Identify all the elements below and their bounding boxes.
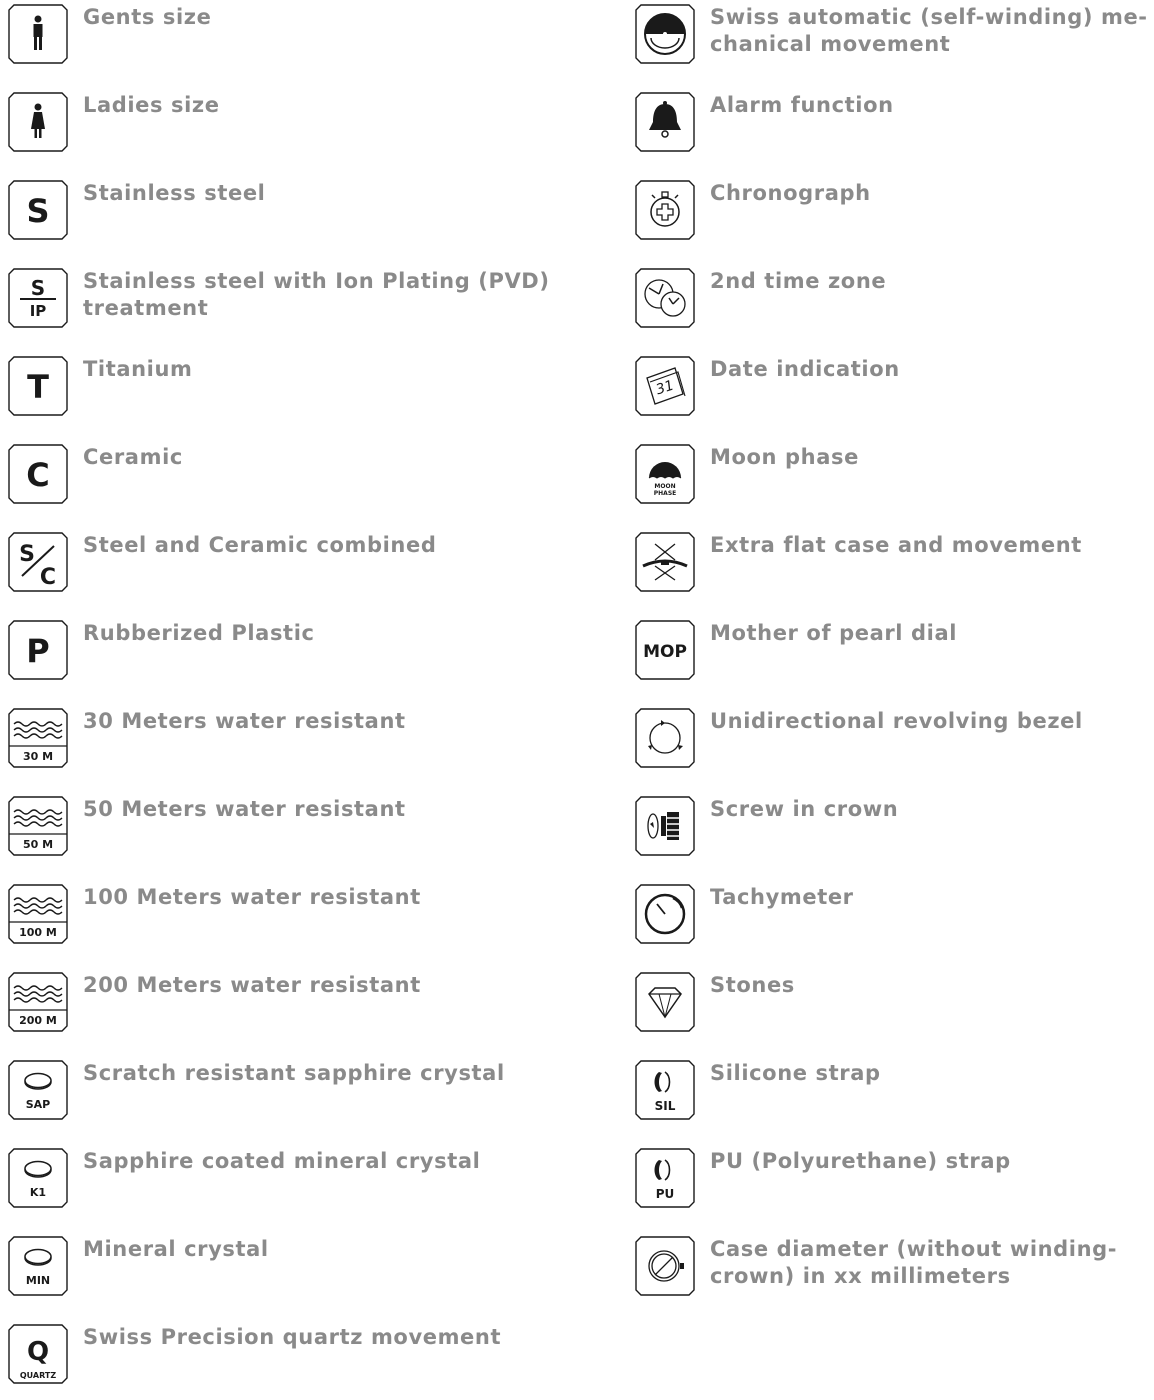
quartz-q-icon [8,1324,68,1384]
legend-item-label: 100 Meters water resistant [83,885,421,909]
moon-phase-icon [635,444,695,504]
legend-item [635,616,1154,696]
waves-50m-icon [8,796,68,856]
legend-item [8,1232,608,1312]
revolving-bezel-icon [635,708,695,768]
legend-item-label: PU (Polyurethane) strap [710,1149,1011,1173]
c-letter-icon [8,444,68,504]
waves-100m-icon [8,884,68,944]
legend-item-label: 200 Meters water resistant [83,973,421,997]
svg-text:PHASE: PHASE [653,490,677,497]
extra-flat-icon [635,532,695,592]
waves-200m-icon [8,972,68,1032]
legend-item-label: Swiss Precision quartz movement [83,1325,502,1349]
legend-item-label: Silicone strap [710,1061,881,1085]
svg-text:30 M: 30 M [22,750,54,763]
legend-item [635,528,1154,608]
legend-item-label: 2nd time zone [710,269,887,293]
legend-item-label: Extra flat case and movement [710,533,1082,557]
legend-item [635,176,1154,256]
date-calendar-icon [635,356,695,416]
legend-item [8,440,608,520]
legend-item-label: Ceramic [83,445,183,469]
crystal-sap-icon [8,1060,68,1120]
legend-item [8,528,608,608]
legend-item-label: Stainless steel [83,181,266,205]
legend-item-label: Rubberized Plastic [83,621,315,645]
s-over-ip-icon [8,268,68,328]
s-slash-c-icon [8,532,68,592]
legend-item-label: Gents size [83,5,212,29]
legend-item [635,0,1154,80]
legend-item-label: Screw in crown [710,797,899,821]
t-letter-icon [8,356,68,416]
legend-item [635,1056,1154,1136]
legend-item [635,792,1154,872]
waves-30m-icon [8,708,68,768]
svg-text:100 M: 100 M [19,926,57,939]
crystal-k1-icon [8,1148,68,1208]
legend-item [635,1144,1154,1224]
svg-text:S: S [26,192,50,230]
svg-text:200 M: 200 M [19,1014,57,1027]
svg-text:MOP: MOP [643,642,687,662]
pu-strap-icon [635,1148,695,1208]
p-letter-icon [8,620,68,680]
legend-item [635,264,1154,344]
gents-figure-icon [8,4,68,64]
mop-icon [635,620,695,680]
legend-item [8,1320,608,1400]
svg-text:MOON: MOON [654,483,676,490]
legend-item-label: Steel and Ceramic combined [83,533,437,557]
legend-item-label: Sapphire coated mineral crystal [83,1149,481,1173]
svg-text:K1: K1 [29,1186,47,1199]
svg-text:S: S [30,276,46,300]
legend-item-label: Moon phase [710,445,859,469]
legend-item-label: Case diameter (without winding- crown) in xx millimeters [710,1237,1118,1288]
case-diameter-icon [635,1236,695,1296]
legend-item [8,616,608,696]
alarm-bell-icon [635,92,695,152]
svg-text:P: P [26,632,50,670]
legend-item-label: Alarm function [710,93,894,117]
legend-item [8,176,608,256]
legend-item [8,264,608,344]
legend-item [8,792,608,872]
svg-text:S: S [19,542,35,567]
svg-text:31: 31 [654,377,676,399]
legend-item [635,968,1154,1048]
legend-item-label: Date indication [710,357,900,381]
legend-item-label: Stones [710,973,795,997]
s-letter-icon [8,180,68,240]
legend-item [8,88,608,168]
legend-item [8,0,608,80]
svg-text:IP: IP [29,302,47,320]
svg-text:C: C [39,565,57,590]
legend-item-label: Stainless steel with Ion Plating (PVD) treatment [83,269,550,320]
legend-item [8,968,608,1048]
legend-item [635,1232,1154,1312]
legend-item-label: 50 Meters water resistant [83,797,406,821]
legend-item [635,88,1154,168]
crystal-min-icon [8,1236,68,1296]
ladies-figure-icon [8,92,68,152]
diamond-stones-icon [635,972,695,1032]
legend-item-label: Scratch resistant sapphire crystal [83,1061,505,1085]
svg-text:MIN: MIN [25,1274,51,1287]
svg-text:T: T [27,368,49,406]
legend-item-label: Mother of pearl dial [710,621,958,645]
screw-crown-icon [635,796,695,856]
legend-item-label: Ladies size [83,93,220,117]
svg-text:50 M: 50 M [22,838,54,851]
legend-item [635,352,1154,432]
svg-text:QUARTZ: QUARTZ [19,1371,57,1380]
automatic-rotor-icon [635,4,695,64]
silicone-strap-icon [635,1060,695,1120]
legend-item [635,704,1154,784]
legend-item-label: Mineral crystal [83,1237,269,1261]
chronograph-icon [635,180,695,240]
legend-item-label: Unidirectional revolving bezel [710,709,1083,733]
svg-text:C: C [26,456,50,494]
legend-item [8,704,608,784]
legend-item [8,1144,608,1224]
legend-item [8,880,608,960]
svg-text:SAP: SAP [25,1098,51,1111]
legend-item [635,440,1154,520]
svg-text:SIL: SIL [654,1099,676,1113]
legend-item [635,880,1154,960]
legend-item-label: Titanium [83,357,193,381]
svg-text:Q: Q [26,1337,50,1367]
second-time-zone-icon [635,268,695,328]
legend-item-label: Swiss automatic (self-winding) me- chanical movement [710,5,1148,56]
legend-item [8,1056,608,1136]
svg-text:PU: PU [655,1187,675,1201]
legend-item-label: 30 Meters water resistant [83,709,406,733]
legend-item [8,352,608,432]
tachymeter-icon [635,884,695,944]
legend-item-label: Chronograph [710,181,871,205]
legend-item-label: Tachymeter [710,885,854,909]
